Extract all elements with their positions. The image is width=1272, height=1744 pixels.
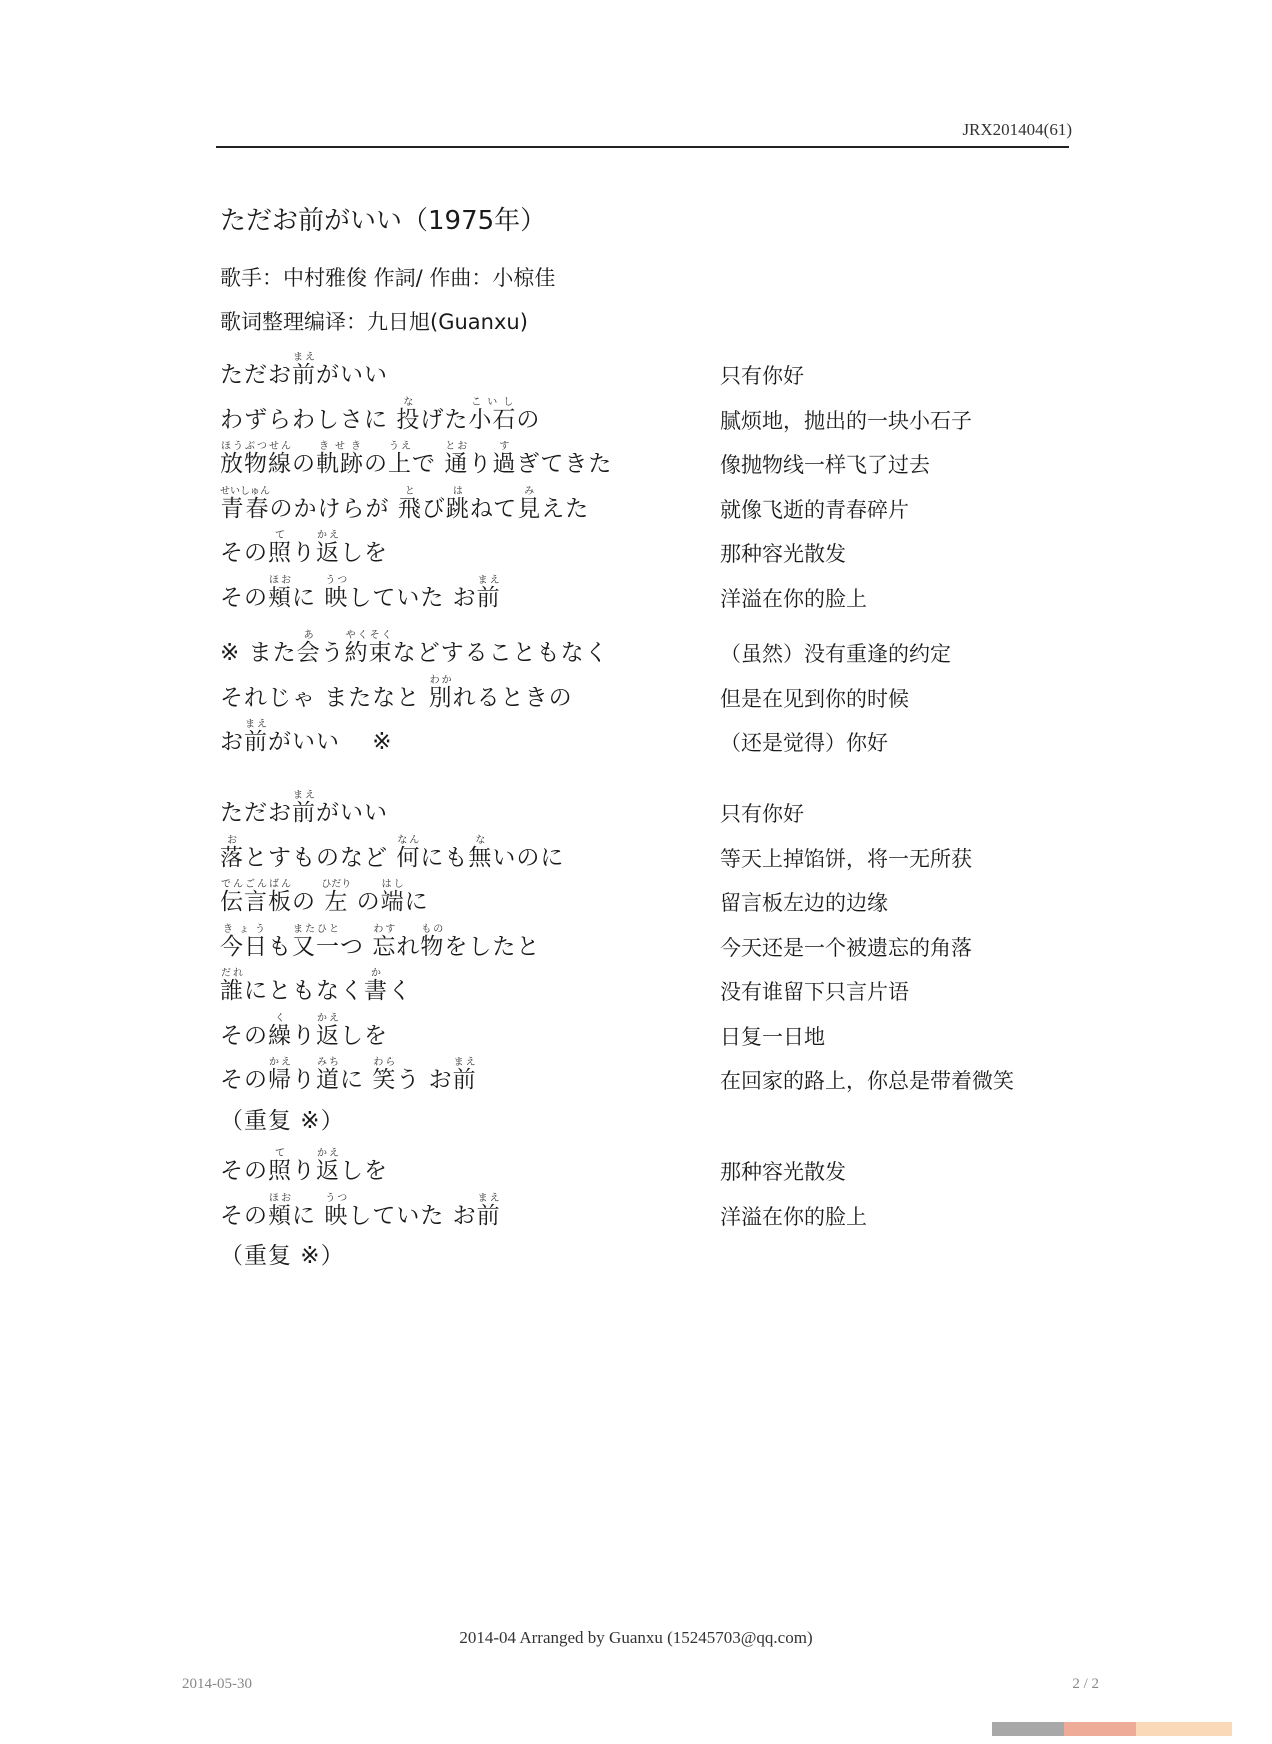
footer-credit: 2014-04 Arranged by Guanxu (15245703@qq.com) [459, 1628, 813, 1647]
furigana-reading: わす [372, 923, 397, 935]
lyric-text: その [220, 1067, 268, 1093]
furigana-reading: み [517, 485, 542, 497]
lyric-text: れるときの [452, 684, 573, 711]
song-credit-arranger: 歌词整理编译：九日旭(Guanxu) [220, 310, 528, 334]
lyric-line [0, 675, 1272, 719]
lyric-line [0, 441, 1272, 485]
furigana-word: 左ひだり [321, 879, 352, 915]
furigana-word: 返かえ [316, 530, 340, 566]
furigana-word: 照て [268, 530, 292, 566]
furigana-word: 前まえ [452, 1057, 477, 1093]
lyric-japanese [220, 1013, 388, 1050]
furigana-reading: お [220, 834, 244, 846]
furigana-reading: こいし [468, 396, 517, 408]
furigana-word: 投な [396, 396, 421, 433]
furigana-word: 誰だれ [220, 968, 244, 1004]
lyric-text: う [396, 1067, 429, 1093]
document-code: JRX201404(61) [962, 120, 1072, 139]
furigana-reading: く [268, 1012, 292, 1024]
lyric-text: その [220, 584, 268, 611]
lyric-text: ※ また [220, 640, 297, 666]
furigana-reading: やくそく [344, 630, 393, 641]
lyric-text: に [404, 889, 429, 915]
lyric-text: げた [420, 406, 469, 433]
lyric-text: ぎてきた [516, 451, 613, 477]
furigana-word: 前まえ [476, 1192, 501, 1229]
lyric-text: り [292, 1067, 316, 1093]
furigana-reading: す [492, 441, 517, 452]
furigana-word: 映うつ [324, 1192, 349, 1229]
lyric-chinese: 像抛物线一样飞了过去 [720, 453, 930, 477]
furigana-word: 小石こいし [468, 396, 517, 433]
furigana-reading: あ [296, 630, 321, 641]
lyric-japanese [220, 352, 388, 389]
lyric-text: それじゃ またなと [220, 684, 429, 711]
lyric-text: がいい ※ [268, 729, 393, 755]
lyric-text: その [220, 1022, 268, 1049]
furigana-reading: まえ [244, 719, 268, 730]
lyric-text: り [292, 1158, 316, 1184]
lyric-text: ただお [220, 800, 292, 826]
lyric-text: お [452, 1202, 477, 1229]
furigana-reading: せいしゅん [220, 485, 270, 497]
lyric-japanese [220, 397, 540, 434]
lyric-line [0, 835, 1272, 879]
lyric-japanese [220, 1148, 388, 1185]
lyric-line [0, 1193, 1272, 1237]
lyric-chinese: 就像飞逝的青春碎片 [720, 497, 909, 522]
lyric-chinese: 只有你好 [720, 802, 804, 826]
lyric-line [0, 530, 1272, 574]
lyric-text: も [268, 933, 292, 960]
lyric-chinese: 留言板左边的边缘 [720, 891, 888, 915]
lyric-chinese: 没有谁留下只言片语 [720, 980, 909, 1004]
lyric-chinese: （虽然）没有重逢的约定 [720, 642, 951, 666]
lyric-line [0, 1057, 1272, 1101]
lyric-japanese [220, 486, 589, 523]
furigana-word: 頬ほお [268, 574, 292, 611]
furigana-reading: うつ [324, 1192, 349, 1204]
lyric-text: （重复 ※） [220, 1243, 345, 1269]
furigana-reading: だれ [220, 968, 244, 979]
lyric-text: がいい [316, 800, 388, 826]
furigana-word: 頬ほお [268, 1192, 292, 1229]
furigana-reading: うえ [388, 441, 412, 452]
lyric-japanese [220, 1237, 345, 1270]
lyric-text: く [388, 978, 412, 1004]
lyric-text: り [292, 1022, 316, 1049]
lyric-chinese: 那种容光散发 [720, 1160, 846, 1184]
lyric-text: り [292, 540, 316, 566]
lyric-text: の [292, 451, 316, 477]
lyric-text: （重复 ※） [220, 1107, 345, 1134]
lyric-text: していた [348, 1202, 453, 1229]
furigana-word: 書か [364, 968, 388, 1004]
lyric-japanese [220, 575, 501, 612]
lyric-line [0, 1102, 1272, 1146]
furigana-word: 見み [517, 485, 542, 522]
lyric-line [0, 1237, 1272, 1281]
furigana-word: 前まえ [292, 790, 316, 826]
furigana-reading: て [268, 530, 292, 541]
lyric-line [0, 924, 1272, 968]
furigana-word: 忘わす [372, 923, 397, 960]
lyric-japanese [220, 924, 540, 961]
furigana-reading: またひと [292, 923, 340, 935]
lyric-chinese: 洋溢在你的脸上 [720, 1204, 867, 1229]
furigana-word: 道みち [316, 1057, 340, 1093]
page-number: 2 / 2 [1072, 1676, 1099, 1692]
lyric-text: お [452, 584, 477, 611]
furigana-word: 返かえ [316, 1012, 340, 1049]
furigana-word: 別わか [428, 674, 453, 711]
lyric-line [0, 630, 1272, 674]
furigana-reading: みち [316, 1057, 340, 1068]
lyric-text: していた [348, 584, 453, 611]
furigana-word: 無な [468, 834, 493, 871]
lyric-text: で [412, 451, 445, 477]
lyric-chinese: 在回家的路上，你总是带着微笑 [720, 1069, 1014, 1093]
furigana-reading: ひだり [321, 879, 352, 890]
furigana-reading: うつ [324, 574, 349, 586]
furigana-word: 又一またひと [292, 923, 340, 960]
lyric-text: その [220, 540, 268, 566]
furigana-word: 飛と [397, 485, 422, 522]
furigana-word: 過す [492, 441, 517, 477]
lyric-text: その [220, 1158, 268, 1184]
furigana-reading: な [468, 834, 493, 846]
lyric-text: に [292, 1202, 325, 1229]
lyric-chinese: 洋溢在你的脸上 [720, 586, 867, 611]
lyric-text: しを [340, 540, 388, 566]
lyric-text: しを [340, 1022, 388, 1049]
furigana-word: 青春せいしゅん [220, 485, 270, 522]
furigana-word: 照て [268, 1148, 292, 1184]
lyric-text: しを [340, 1158, 388, 1184]
furigana-reading: でんごんばん [220, 879, 292, 890]
footer-date: 2014-05-30 [182, 1676, 252, 1692]
lyric-text: ねて [469, 495, 518, 522]
lyric-line [0, 968, 1272, 1012]
furigana-word: 通とお [444, 441, 469, 477]
lyric-japanese [220, 879, 429, 916]
lyric-japanese [220, 630, 609, 667]
furigana-word: 笑わら [372, 1057, 397, 1093]
furigana-reading: まえ [476, 574, 501, 586]
lyric-chinese: 只有你好 [720, 364, 804, 388]
lyric-text: にも [420, 844, 469, 871]
furigana-reading: まえ [292, 790, 316, 801]
lyric-text: び [421, 495, 446, 522]
furigana-reading: まえ [476, 1192, 501, 1204]
furigana-word: 上うえ [388, 441, 412, 477]
furigana-reading: きょう [220, 923, 268, 935]
lyric-chinese: 腻烦地，抛出的一块小石子 [720, 408, 972, 433]
furigana-reading: まえ [452, 1057, 477, 1068]
lyric-japanese [220, 968, 412, 1005]
lyric-text: いのに [492, 844, 565, 871]
furigana-word: 約束やくそく [344, 630, 393, 666]
furigana-word: 今日きょう [220, 923, 268, 960]
lyric-text: の [516, 406, 541, 433]
furigana-reading: とお [444, 441, 469, 452]
lyric-line [0, 719, 1272, 763]
lyric-japanese [220, 719, 393, 756]
furigana-word: 跳は [445, 485, 470, 522]
furigana-word: 帰かえ [268, 1057, 292, 1093]
lyric-line [0, 486, 1272, 530]
furigana-reading: は [445, 485, 470, 497]
furigana-reading: なん [396, 834, 421, 846]
lyric-japanese [220, 1193, 501, 1230]
lyric-text: その [220, 1202, 268, 1229]
lyric-text: り [468, 451, 493, 477]
lyric-text: などすることもなく [392, 640, 609, 666]
lyric-text: ただお [220, 362, 292, 388]
lyric-text: に [340, 1067, 373, 1093]
lyric-text: がいい [316, 362, 388, 388]
furigana-word: 映うつ [324, 574, 349, 611]
song-credit-artist: 歌手：中村雅俊 作詞/ 作曲：小椋佳 [220, 266, 556, 290]
furigana-reading: ほお [268, 574, 292, 586]
lyric-japanese [220, 530, 388, 567]
furigana-reading: と [397, 485, 422, 497]
furigana-reading: かえ [316, 1148, 340, 1159]
furigana-reading: か [364, 968, 388, 979]
furigana-word: 端はし [380, 879, 405, 915]
furigana-reading: かえ [316, 1012, 340, 1024]
furigana-word: 返かえ [316, 1148, 340, 1184]
lyric-line [0, 397, 1272, 441]
lyric-chinese: 日复一日地 [720, 1024, 825, 1049]
furigana-word: 繰く [268, 1012, 292, 1049]
furigana-word: 落お [220, 834, 244, 871]
lyric-text: に [292, 584, 325, 611]
lyric-line [0, 1148, 1272, 1192]
lyric-chinese: 等天上掉馅饼，将一无所获 [720, 846, 972, 871]
lyric-text: の [364, 451, 388, 477]
furigana-word: 前まえ [292, 352, 316, 388]
lyric-text: えた [541, 495, 590, 522]
lyric-text: の [292, 889, 325, 915]
furigana-reading: ほうぶつせん [220, 441, 292, 452]
song-title: ただお前がいい（1975年） [220, 206, 547, 236]
lyric-text: の [348, 889, 381, 915]
furigana-reading: わら [372, 1057, 397, 1068]
lyric-line [0, 879, 1272, 923]
furigana-word: 物もの [420, 923, 445, 960]
furigana-word: 前まえ [244, 719, 268, 755]
lyric-japanese [220, 1102, 345, 1135]
lyric-japanese [220, 675, 573, 712]
lyric-line [0, 790, 1272, 834]
lyric-japanese [220, 790, 388, 827]
furigana-word: 前まえ [476, 574, 501, 611]
lyric-text: う [320, 640, 345, 666]
lyric-text: お [428, 1067, 453, 1093]
furigana-reading: ほお [268, 1192, 292, 1204]
lyric-japanese [220, 835, 564, 872]
site-watermark [992, 1722, 1232, 1736]
lyric-chinese: （还是觉得）你好 [720, 731, 888, 755]
lyric-line [0, 352, 1272, 396]
lyric-chinese: 但是在见到你的时候 [720, 686, 909, 711]
furigana-word: 何なん [396, 834, 421, 871]
lyric-text: つ [340, 933, 373, 960]
furigana-reading: はし [380, 879, 405, 890]
furigana-word: 軌跡きせき [316, 441, 364, 477]
furigana-word: 放物線ほうぶつせん [220, 441, 292, 477]
furigana-reading: まえ [292, 352, 316, 363]
lyric-text: お [220, 729, 244, 755]
furigana-reading: きせき [316, 441, 364, 452]
furigana-word: 伝言板でんごんばん [220, 879, 292, 915]
furigana-reading: かえ [268, 1057, 292, 1068]
lyric-text: のかけらが [269, 495, 398, 522]
lyric-chinese: 今天还是一个被遗忘的角落 [720, 935, 972, 960]
header-rule [216, 146, 1069, 148]
furigana-reading: て [268, 1148, 292, 1159]
lyric-text: とすものなど [244, 844, 397, 871]
lyric-text: わずらわしさに [220, 406, 397, 433]
lyric-chinese: 那种容光散发 [720, 542, 846, 566]
lyric-line [0, 575, 1272, 619]
furigana-reading: もの [420, 923, 445, 935]
furigana-reading: わか [428, 674, 453, 686]
lyric-text: れ [396, 933, 421, 960]
furigana-reading: かえ [316, 530, 340, 541]
furigana-word: 会あ [296, 630, 321, 666]
lyric-text: にともなく [244, 978, 364, 1004]
lyric-line [0, 1013, 1272, 1057]
lyric-text: をしたと [444, 933, 541, 960]
lyric-japanese [220, 441, 612, 478]
lyric-japanese [220, 1057, 477, 1094]
furigana-reading: な [396, 396, 421, 408]
